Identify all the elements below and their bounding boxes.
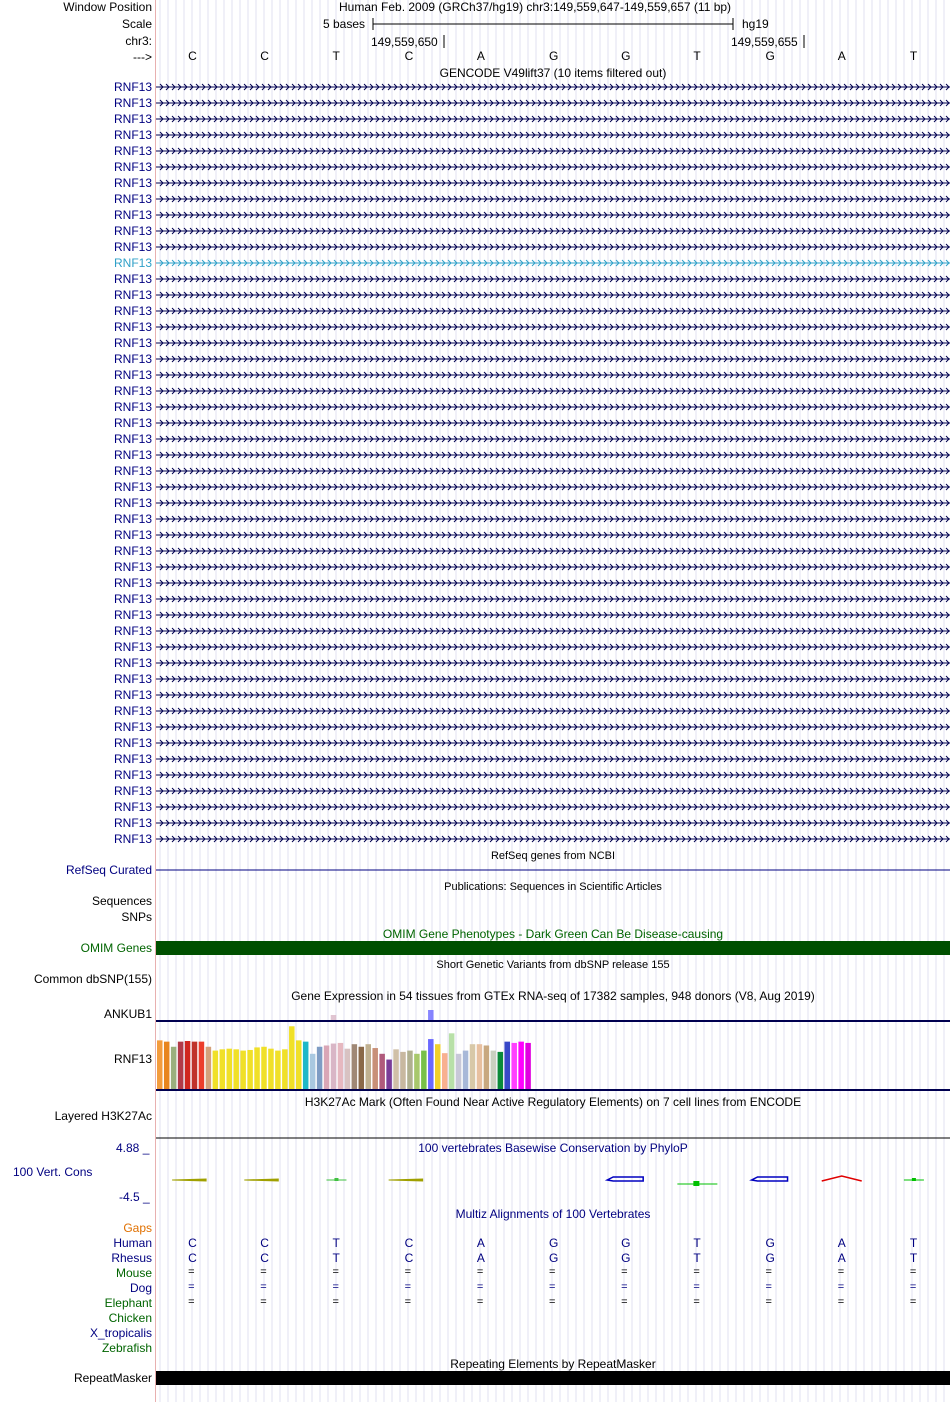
phylop-glyph (389, 1179, 423, 1181)
alignment-base: = (909, 1266, 917, 1278)
phylop-glyph (912, 1178, 916, 1181)
gencode-transcript-label[interactable]: RNF13 (113, 720, 152, 734)
gencode-transcript-label[interactable]: RNF13 (113, 128, 152, 142)
phylop-title: 100 vertebrates Basewise Conservation by PhyloP (418, 1141, 688, 1155)
gtex-rnf13-bar (247, 1050, 253, 1089)
alignment-base: = (476, 1266, 484, 1278)
gtex-rnf13-bar (359, 1047, 365, 1089)
alignment-base: T (693, 1236, 701, 1250)
gencode-transcript-label[interactable]: RNF13 (113, 704, 152, 718)
gtex-rnf13-bar (282, 1049, 288, 1089)
alignment-base: G (549, 1236, 559, 1250)
base-letter: T (332, 49, 340, 63)
gtex-rnf13-bar (213, 1051, 219, 1089)
strand-label: ---> (133, 50, 152, 64)
alignment-base: = (260, 1296, 267, 1308)
assembly-text: hg19 (742, 17, 769, 31)
alignment-base: C (188, 1236, 197, 1250)
gencode-transcript-label[interactable]: RNF13 (113, 736, 152, 750)
gtex-rnf13-bar (352, 1044, 358, 1089)
gencode-transcript-label[interactable]: RNF13 (113, 400, 152, 414)
gencode-transcript-label[interactable]: RNF13 (113, 608, 152, 622)
gencode-transcript-label[interactable]: RNF13 (113, 544, 152, 558)
gtex-rnf13-bar (227, 1049, 233, 1089)
pubs-sequences-label[interactable]: Sequences (91, 894, 152, 908)
base-letter: T (693, 49, 701, 63)
species-label[interactable]: Rhesus (111, 1251, 152, 1265)
repeatmasker-title: Repeating Elements by RepeatMasker (450, 1357, 656, 1371)
dbsnp-label[interactable]: Common dbSNP(155) (33, 972, 152, 986)
gtex-rnf13-bar (317, 1047, 323, 1089)
gencode-transcript-label[interactable]: RNF13 (113, 784, 152, 798)
repeatmasker-bar (156, 1371, 950, 1385)
gtex-rnf13-bar (206, 1047, 212, 1089)
gencode-transcript-label[interactable]: RNF13 (113, 448, 152, 462)
base-letter: A (837, 49, 846, 63)
alignment-base: T (332, 1236, 340, 1250)
alignment-base: T (909, 1251, 918, 1265)
alignment-base: = (549, 1281, 556, 1293)
alignment-base: = (693, 1266, 700, 1278)
gencode-transcript-label[interactable]: RNF13 (113, 688, 152, 702)
alignment-base: G (765, 1236, 775, 1250)
alignment-base: C (404, 1236, 414, 1250)
gencode-transcript-label[interactable]: RNF13 (113, 352, 152, 366)
gencode-transcript-label[interactable]: RNF13 (113, 528, 152, 542)
phylop-ymax: 4.88 _ (116, 1141, 150, 1155)
gencode-transcript-label[interactable]: RNF13 (113, 160, 152, 174)
gencode-transcript-label[interactable]: RNF13 (113, 96, 152, 110)
species-label[interactable]: Mouse (115, 1266, 152, 1280)
alignment-base: = (621, 1281, 628, 1293)
gencode-transcript-label[interactable]: RNF13 (113, 624, 152, 638)
gencode-transcript-label[interactable]: RNF13 (113, 640, 152, 654)
alignment-base: = (188, 1296, 195, 1308)
gencode-transcript-label[interactable]: RNF13 (113, 80, 152, 94)
gtex-rnf13-bar (289, 1026, 295, 1089)
alignment-base: = (476, 1296, 484, 1308)
phylop-glyph (693, 1181, 699, 1186)
gencode-transcript-label[interactable]: RNF13 (113, 496, 152, 510)
alignment-base: G (549, 1251, 559, 1265)
alignment-base: = (765, 1296, 772, 1308)
alignment-base: = (837, 1281, 845, 1293)
base-letter: C (260, 49, 269, 63)
alignment-base: A (837, 1251, 846, 1265)
alignment-base: = (837, 1266, 845, 1278)
gtex-rnf13-bar (511, 1043, 517, 1089)
gencode-transcript-label[interactable]: RNF13 (113, 576, 152, 590)
h3k27-title: H3K27Ac Mark (Often Found Near Active Regulatory Elements) on 7 cell lines from ENCODE (304, 1095, 802, 1109)
base-letter: C (188, 49, 197, 63)
base-letter: A (476, 49, 485, 63)
alignment-base: = (260, 1281, 267, 1293)
gencode-transcript-label[interactable]: RNF13 (113, 560, 152, 574)
alignment-base: G (765, 1251, 775, 1265)
gtex-rnf13-bar (470, 1044, 476, 1089)
alignment-base: = (404, 1296, 412, 1308)
gtex-rnf13-bar (324, 1045, 330, 1089)
dbsnp-title: Short Genetic Variants from dbSNP release 155 (436, 959, 670, 971)
gtex-rnf13-bar (498, 1052, 504, 1089)
omim-bar (156, 941, 950, 955)
gencode-title: GENCODE V49lift37 (10 items filtered out) (439, 66, 667, 80)
multiz-title: Multiz Alignments of 100 Vertebrates (455, 1207, 651, 1221)
gtex-rnf13-bar (372, 1048, 378, 1089)
alignment-base: A (476, 1236, 485, 1250)
gencode-transcript-label[interactable]: RNF13 (113, 112, 152, 126)
gtex-rnf13-bar (435, 1044, 441, 1089)
gtex-rnf13-bar (220, 1049, 226, 1089)
gencode-transcript-label[interactable]: RNF13 (113, 432, 152, 446)
gtex-rnf13-bar (414, 1054, 420, 1089)
gencode-transcript-label[interactable]: RNF13 (113, 176, 152, 190)
base-letter: G (765, 49, 775, 63)
base-letter: C (404, 49, 414, 63)
gtex-rnf13-bar (199, 1042, 205, 1089)
gtex-rnf13-bar (303, 1042, 309, 1089)
gtex-ankub1-bar (331, 1015, 337, 1020)
gencode-transcript-label[interactable]: RNF13 (113, 272, 152, 286)
gtex-rnf13-bar (386, 1060, 392, 1089)
phylop-glyph (752, 1177, 788, 1181)
alignment-base: = (909, 1281, 917, 1293)
alignment-base: = (693, 1281, 700, 1293)
gencode-transcript-label[interactable]: RNF13 (113, 480, 152, 494)
gencode-transcript-label[interactable]: RNF13 (113, 336, 152, 350)
chrom-label: chr3: (125, 34, 152, 48)
gtex-rnf13-bar (442, 1053, 448, 1089)
gencode-transcript-label[interactable]: RNF13 (113, 384, 152, 398)
scale-label: Scale (121, 17, 152, 31)
alignment-base: C (260, 1251, 269, 1265)
gtex-rnf13-bar (407, 1051, 413, 1089)
gtex-gene-ankub1[interactable]: ANKUB1 (103, 1007, 152, 1021)
phylop-glyph (244, 1179, 278, 1181)
omim-title: OMIM Gene Phenotypes - Dark Green Can Be Disease-causing (382, 927, 724, 941)
gencode-transcript-label[interactable]: RNF13 (113, 208, 152, 222)
gtex-rnf13-bar (254, 1047, 259, 1089)
alignment-base: = (765, 1266, 772, 1278)
gencode-transcript-label[interactable]: RNF13 (113, 416, 152, 430)
alignment-base: = (621, 1266, 628, 1278)
gencode-transcript-label[interactable]: RNF13 (113, 224, 152, 238)
gencode-transcript-label[interactable]: RNF13 (113, 512, 152, 526)
alignment-base: = (549, 1266, 556, 1278)
gtex-ankub1-bar (428, 1010, 434, 1020)
gencode-transcript-label[interactable]: RNF13 (113, 672, 152, 686)
gencode-transcript-label[interactable]: RNF13 (113, 656, 152, 670)
gtex-rnf13-bar (261, 1047, 267, 1089)
gtex-rnf13-bar (171, 1047, 177, 1089)
gtex-rnf13-bar (525, 1043, 531, 1089)
gtex-rnf13-bar (345, 1049, 351, 1089)
gtex-rnf13-bar (421, 1051, 427, 1089)
h3k27-label[interactable]: Layered H3K27Ac (54, 1109, 152, 1123)
refseq-title: RefSeq genes from NCBI (490, 850, 616, 862)
alignment-base: C (404, 1251, 414, 1265)
gtex-rnf13-bar (240, 1051, 246, 1089)
base-letter: G (621, 49, 631, 63)
gtex-rnf13-bar (275, 1051, 281, 1089)
gtex-rnf13-bar (393, 1049, 399, 1089)
gtex-rnf13-bar (449, 1033, 455, 1089)
phylop-glyph (172, 1179, 206, 1181)
alignment-base: = (188, 1281, 195, 1293)
scale-text: 5 bases (323, 17, 366, 31)
gtex-rnf13-bar (428, 1039, 434, 1089)
pubs-snps-label[interactable]: SNPs (121, 910, 152, 924)
gtex-rnf13-bar (463, 1051, 469, 1089)
gencode-transcript-label[interactable]: RNF13 (113, 768, 152, 782)
alignment-base: = (909, 1296, 917, 1308)
gtex-rnf13-bar (338, 1043, 344, 1089)
alignment-base: = (693, 1296, 700, 1308)
gtex-rnf13-bar (178, 1042, 184, 1089)
alignment-base: = (188, 1266, 195, 1278)
alignment-base: = (765, 1281, 772, 1293)
alignment-base: = (332, 1296, 339, 1308)
gtex-rnf13-bar (233, 1049, 239, 1089)
gtex-rnf13-bar (185, 1041, 191, 1089)
species-label[interactable]: X_tropicalis (89, 1326, 152, 1340)
phylop-glyph (607, 1177, 643, 1181)
phylop-ymin: -4.5 _ (119, 1190, 150, 1204)
gencode-transcript-label[interactable]: RNF13 (113, 816, 152, 830)
gaps-label: Gaps (123, 1221, 152, 1235)
gtex-rnf13-bar (296, 1040, 302, 1089)
alignment-base: G (621, 1251, 631, 1265)
gtex-rnf13-bar (400, 1052, 406, 1089)
gtex-rnf13-bar (477, 1044, 483, 1089)
species-label[interactable]: Elephant (104, 1296, 152, 1310)
alignment-base: T (909, 1236, 918, 1250)
alignment-base: T (332, 1251, 340, 1265)
gencode-transcript-label[interactable]: RNF13 (113, 288, 152, 302)
gtex-title: Gene Expression in 54 tissues from GTEx RNA-seq of 17382 samples, 948 donors (V8, Aug 2019) (291, 989, 815, 1003)
alignment-base: = (332, 1281, 339, 1293)
phylop-label[interactable]: 100 Vert. Cons (13, 1165, 93, 1179)
refseq-label[interactable]: RefSeq Curated (65, 863, 152, 877)
alignment-base: G (621, 1236, 631, 1250)
gencode-transcript-label[interactable]: RNF13 (113, 752, 152, 766)
gtex-rnf13-bar (310, 1054, 316, 1089)
species-label[interactable]: Human (113, 1236, 152, 1250)
gtex-rnf13-bar (366, 1044, 372, 1089)
gtex-rnf13-bar (157, 1040, 163, 1089)
gtex-rnf13-bar (192, 1042, 198, 1089)
pubs-title: Publications: Sequences in Scientific Articles (444, 881, 662, 893)
gencode-transcript-label[interactable]: RNF13 (113, 240, 152, 254)
alignment-base: T (693, 1251, 701, 1265)
gtex-rnf13-bar (518, 1042, 524, 1089)
gencode-transcript-label[interactable]: RNF13 (113, 368, 152, 382)
alignment-base: = (837, 1296, 845, 1308)
alignment-base: C (188, 1251, 197, 1265)
gencode-transcript-label[interactable]: RNF13 (113, 304, 152, 318)
gencode-transcript-label[interactable]: RNF13 (113, 800, 152, 814)
position-text: Human Feb. 2009 (GRCh37/hg19) chr3:149,559,647-149,559,657 (11 bp) (339, 0, 732, 14)
phylop-glyph (334, 1178, 338, 1181)
gencode-transcript-label[interactable]: RNF13 (113, 464, 152, 478)
gtex-rnf13-bar (456, 1054, 462, 1089)
alignment-base: C (260, 1236, 269, 1250)
gtex-rnf13-bar (505, 1042, 511, 1089)
gtex-rnf13-bar (268, 1049, 274, 1089)
alignment-base: = (404, 1266, 412, 1278)
omim-label[interactable]: OMIM Genes (80, 941, 152, 955)
gencode-transcript-label[interactable]: RNF13 (113, 320, 152, 334)
window-position-label: Window Position (63, 0, 152, 14)
alignment-base: A (837, 1236, 846, 1250)
base-letter: T (909, 49, 918, 63)
repeatmasker-label[interactable]: RepeatMasker (73, 1371, 152, 1385)
alignment-base: = (260, 1266, 267, 1278)
alignment-base: A (476, 1251, 485, 1265)
gencode-transcript-label[interactable]: RNF13 (113, 192, 152, 206)
gencode-transcript-label[interactable]: RNF13 (113, 144, 152, 158)
coord-left: 149,559,650 (371, 35, 438, 49)
gencode-transcript-label[interactable]: RNF13 (113, 256, 152, 270)
gtex-rnf13-bar (491, 1051, 497, 1089)
species-label[interactable]: Chicken (108, 1311, 152, 1325)
species-label[interactable]: Dog (129, 1281, 152, 1295)
gtex-gene-rnf13[interactable]: RNF13 (113, 1052, 152, 1066)
gtex-rnf13-bar (484, 1045, 490, 1089)
base-letter: G (549, 49, 559, 63)
coord-right: 149,559,655 (731, 35, 798, 49)
alignment-base: = (621, 1296, 628, 1308)
gtex-rnf13-bar (164, 1042, 170, 1089)
gencode-transcript-label[interactable]: RNF13 (113, 592, 152, 606)
species-label[interactable]: Zebrafish (101, 1341, 152, 1355)
gtex-rnf13-bar (331, 1044, 337, 1089)
alignment-base: = (404, 1281, 412, 1293)
alignment-base: = (549, 1296, 556, 1308)
gtex-rnf13-bar (379, 1054, 385, 1089)
gencode-transcript-label[interactable]: RNF13 (113, 832, 152, 846)
alignment-base: = (332, 1266, 339, 1278)
alignment-base: = (476, 1281, 484, 1293)
